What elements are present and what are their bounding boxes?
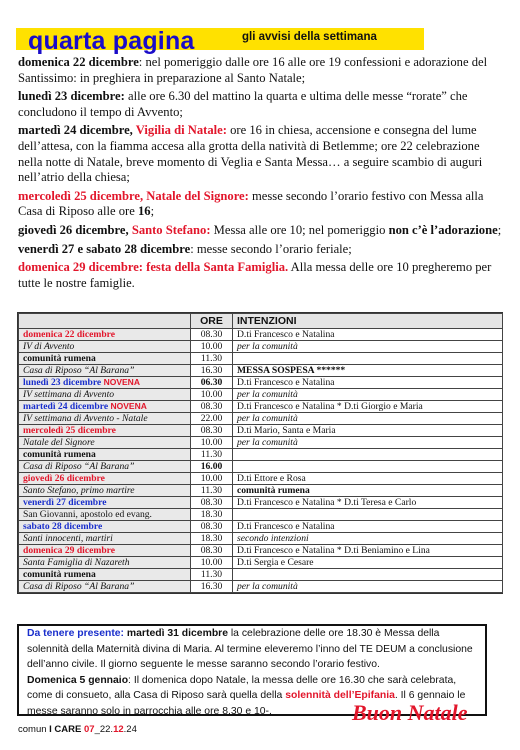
- intention-cell: D.ti Francesco e Natalina * D.ti Giorgio e Maria: [233, 401, 503, 413]
- table-row: [19, 389, 503, 401]
- day-cell: San Giovanni, apostolo ed evang.: [19, 509, 191, 521]
- intention-cell: [233, 353, 503, 365]
- intention-cell: [233, 569, 503, 581]
- info-paragraph-1: Da tenere presente: martedì 31 dicembre la celebrazione delle ore 18.30 è Messa della solennità della Maternità divina di Maria. Al termine eleveremo l’inno del TE DEUM a conclusione dell’anno civile. Il giorno seguente le messe saranno secondo l’orario festivo.: [27, 628, 473, 670]
- notice-item: giovedì 26 dicembre, Santo Stefano: Messa alle ore 10; nel pomeriggio non c’è l’adorazione;: [18, 222, 502, 237]
- intention-cell: per la comunità: [233, 437, 503, 449]
- intention-cell: per la comunità: [233, 341, 503, 353]
- intention-cell: D.ti Mario, Santa e Maria: [233, 425, 503, 437]
- time-cell: 16.30: [191, 365, 233, 377]
- day-cell: martedì 24 dicembre NOVENA: [19, 401, 191, 413]
- intention-cell: MESSA SOSPESA ******: [233, 365, 503, 377]
- intention-cell: D.ti Francesco e Natalina: [233, 377, 503, 389]
- info-lead-2: Domenica 5 gennaio: [27, 674, 129, 686]
- time-cell: 11.30: [191, 569, 233, 581]
- intention-cell: D.ti Francesco e Natalina: [233, 329, 503, 341]
- day-cell: Santo Stefano, primo martire: [19, 485, 191, 497]
- time-cell: 08.30: [191, 545, 233, 557]
- novena-badge: NOVENA: [110, 401, 147, 411]
- page-title: quarta pagina: [28, 27, 195, 55]
- day-cell: lunedì 23 dicembre NOVENA: [19, 377, 191, 389]
- day-cell: domenica 22 dicembre: [19, 329, 191, 341]
- table-row: [19, 377, 503, 389]
- intention-cell: comunità rumena: [233, 485, 503, 497]
- time-cell: 16.00: [191, 461, 233, 473]
- day-cell: Casa di Riposo “Al Barana”: [19, 365, 191, 377]
- day-cell: mercoledì 25 dicembre: [19, 425, 191, 437]
- table-row: [19, 329, 503, 341]
- table-row: [19, 341, 503, 353]
- intention-cell: secondo intenzioni: [233, 533, 503, 545]
- table-row: [19, 557, 503, 569]
- table-row: [19, 569, 503, 581]
- time-cell: 11.30: [191, 485, 233, 497]
- intention-cell: D.ti Francesco e Natalina * D.ti Teresa e Carlo: [233, 497, 503, 509]
- time-cell: 11.30: [191, 353, 233, 365]
- greeting-text: Buon Natale: [352, 700, 468, 725]
- day-cell: comunità rumena: [19, 449, 191, 461]
- table-row: [19, 509, 503, 521]
- day-cell: sabato 28 dicembre: [19, 521, 191, 533]
- footer-brand: I CARE: [49, 724, 82, 735]
- day-cell: Casa di Riposo “Al Barana”: [19, 581, 191, 593]
- table-row: [19, 581, 503, 593]
- intention-cell: per la comunità: [233, 581, 503, 593]
- table-row: [19, 485, 503, 497]
- intention-cell: [233, 449, 503, 461]
- time-cell: 08.30: [191, 521, 233, 533]
- notice-item: domenica 29 dicembre: festa della Santa Famiglia. Alla messa delle ore 10 pregheremo per tutte le nostre famiglie.: [18, 260, 492, 290]
- time-cell: 08.30: [191, 425, 233, 437]
- time-cell: 08.30: [191, 401, 233, 413]
- intention-cell: [233, 509, 503, 521]
- intention-cell: D.ti Francesco e Natalina * D.ti Beniamino e Lina: [233, 545, 503, 557]
- col-header-day: [19, 314, 191, 329]
- col-header-intenzioni: INTENZIONI: [233, 314, 503, 329]
- notice-item: mercoledì 25 dicembre, Natale del Signore: messe secondo l’orario festivo con Messa alla Casa di Riposo alle ore 16;: [18, 188, 484, 219]
- table-row: [19, 353, 503, 365]
- notices-list: [18, 55, 504, 294]
- intention-cell: [233, 461, 503, 473]
- notice-item: martedì 24 dicembre, Vigilia di Natale: ore 16 in chiesa, accensione e consegna del lume dell’attesa, con la fiamma accesa alla grotta della natività di Betlemme; ore 22 celebrazione nella notte di Natale, breve momento di Veglia e Santa Messa… a seguire scambio di auguri nell’atrio della chiesa;: [18, 123, 483, 185]
- table-row: [19, 425, 503, 437]
- day-cell: venerdì 27 dicembre: [19, 497, 191, 509]
- time-cell: 22.00: [191, 413, 233, 425]
- table-row: [19, 521, 503, 533]
- notice-item: venerdì 27 e sabato 28 dicembre: messe secondo l’orario feriale;: [18, 241, 352, 256]
- time-cell: 06.30: [191, 377, 233, 389]
- time-cell: 11.30: [191, 449, 233, 461]
- table-row: [19, 365, 503, 377]
- schedule-table: [17, 312, 503, 594]
- time-cell: 08.30: [191, 497, 233, 509]
- table-row: [19, 461, 503, 473]
- day-cell: Santa Famiglia di Nazareth: [19, 557, 191, 569]
- table-row: [19, 401, 503, 413]
- info-lead-1: Da tenere presente:: [27, 628, 125, 639]
- time-cell: 10.00: [191, 473, 233, 485]
- info-paragraph-2: Domenica 5 gennaio: Il domenica dopo Natale, la messa delle ore 16.30 che sarà celebrata, come di consueto, alla Casa di Riposo sarà quella della solennità dell’Epifania. Il 6 gennaio le messe saranno solo in parrocchia alle ore 8.30 e 10-.: [27, 674, 466, 717]
- page-subtitle: gli avvisi della settimana: [242, 31, 377, 43]
- novena-badge: NOVENA: [103, 377, 140, 387]
- col-header-ore: ORE: [191, 314, 233, 329]
- time-cell: 10.00: [191, 557, 233, 569]
- notice-item: lunedì 23 dicembre: alle ore 6.30 del mattino la quarta e ultima delle messe “rorate” che concludono il tempo di Avvento;: [18, 89, 468, 119]
- time-cell: 18.30: [191, 509, 233, 521]
- intention-cell: per la comunità: [233, 389, 503, 401]
- time-cell: 10.00: [191, 389, 233, 401]
- day-cell: comunità rumena: [19, 353, 191, 365]
- intention-cell: D.ti Sergia e Cesare: [233, 557, 503, 569]
- table-row: [19, 497, 503, 509]
- table-row: [19, 449, 503, 461]
- day-cell: domenica 29 dicembre: [19, 545, 191, 557]
- day-cell: Natale del Signore: [19, 437, 191, 449]
- day-cell: giovedì 26 dicembre: [19, 473, 191, 485]
- intention-cell: D.ti Francesco e Natalina: [233, 521, 503, 533]
- table-row: [19, 533, 503, 545]
- day-cell: IV settimana di Avvento: [19, 389, 191, 401]
- table-row: [19, 473, 503, 485]
- day-cell: Casa di Riposo “Al Barana”: [19, 461, 191, 473]
- time-cell: 08.30: [191, 329, 233, 341]
- table-row: [19, 437, 503, 449]
- day-cell: IV settimana di Avvento - Natale: [19, 413, 191, 425]
- day-cell: Santi innocenti, martiri: [19, 533, 191, 545]
- footer: comun I CARE 07_22.12.24: [18, 724, 137, 735]
- day-cell: comunità rumena: [19, 569, 191, 581]
- notice-item: domenica 22 dicembre: nel pomeriggio dalle ore 16 alle ore 19 confessioni e adorazione del Santissimo: in preghiera in preparazione al Santo Natale;: [18, 55, 488, 85]
- time-cell: 16.30: [191, 581, 233, 593]
- time-cell: 10.00: [191, 341, 233, 353]
- time-cell: 18.30: [191, 533, 233, 545]
- intention-cell: D.ti Ettore e Rosa: [233, 473, 503, 485]
- table-row: [19, 413, 503, 425]
- intention-cell: per la comunità: [233, 413, 503, 425]
- day-cell: IV di Avvento: [19, 341, 191, 353]
- time-cell: 10.00: [191, 437, 233, 449]
- table-header-row: [19, 314, 503, 329]
- table-row: [19, 545, 503, 557]
